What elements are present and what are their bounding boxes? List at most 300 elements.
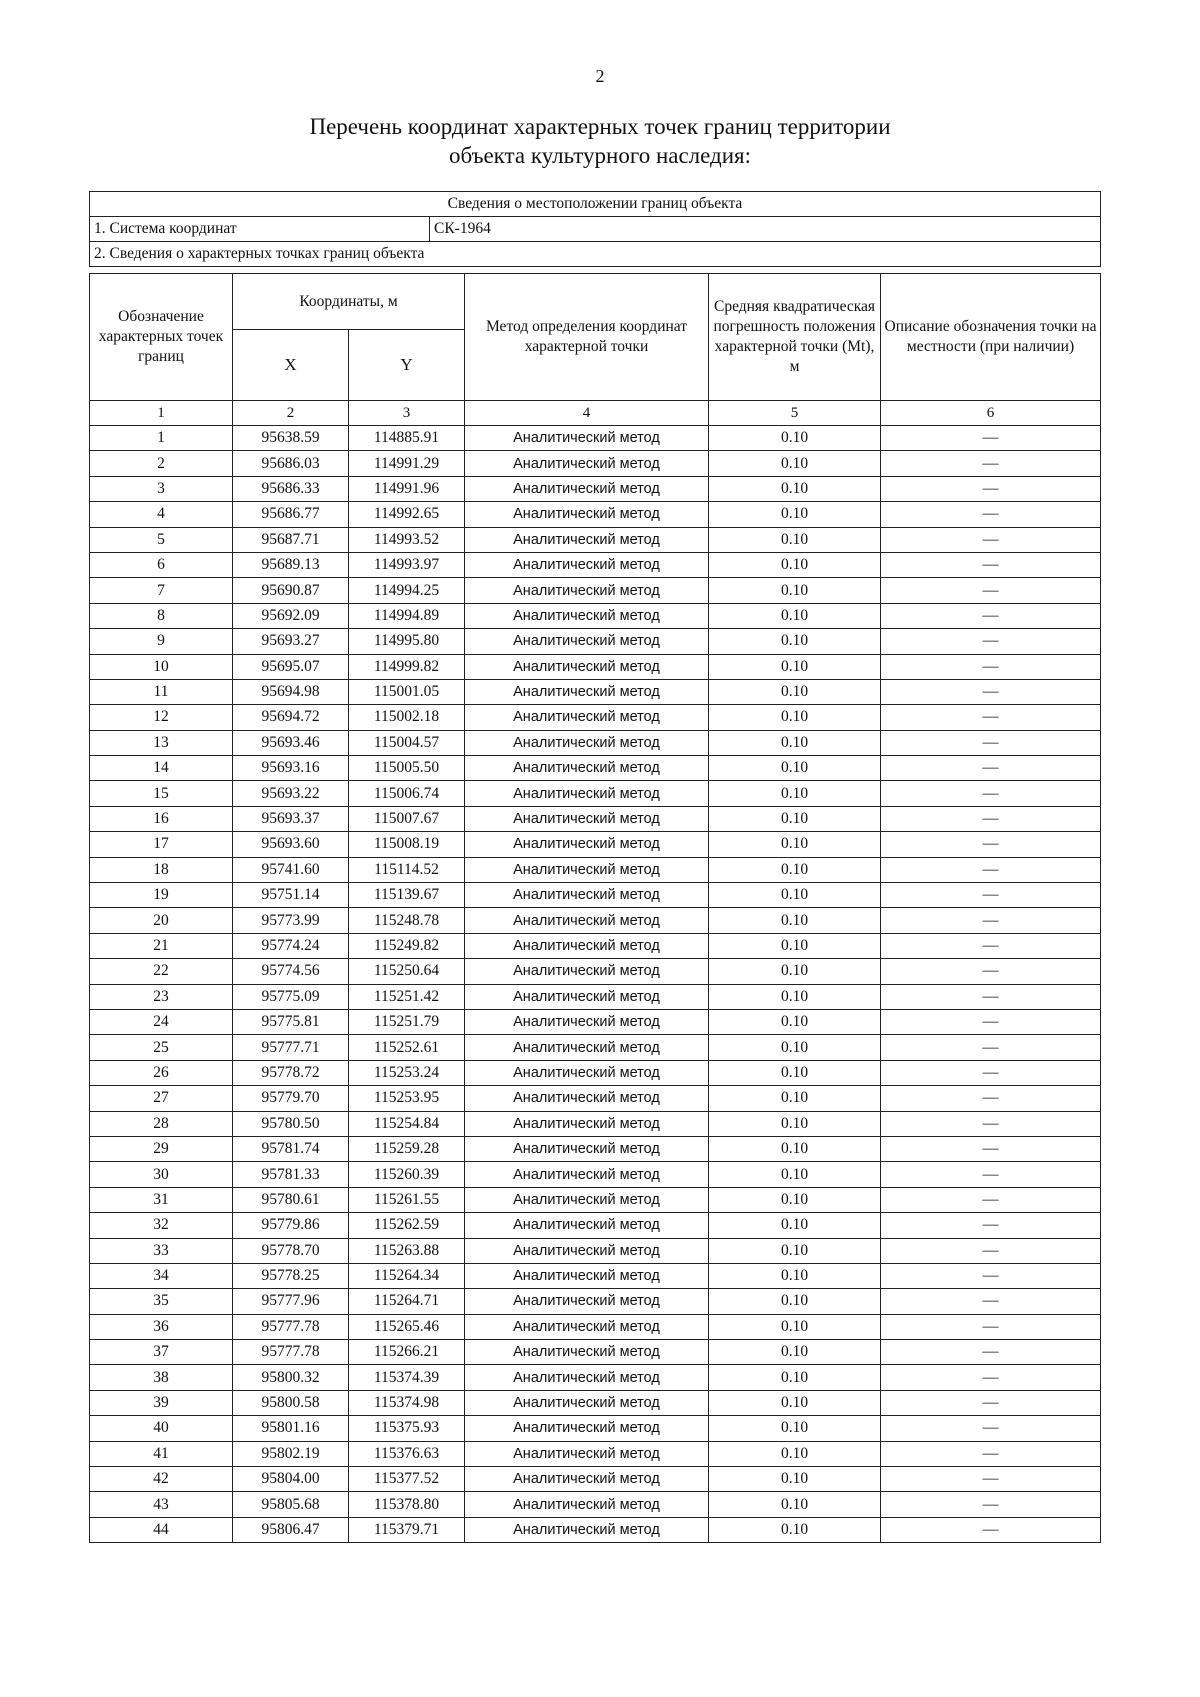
point-number: 2 [90,451,233,476]
description-dash: — [881,1086,1101,1111]
coord-x: 95778.72 [233,1060,349,1085]
table-row [90,1060,1101,1085]
coord-y: 114993.97 [349,552,465,577]
coord-y: 115262.59 [349,1213,465,1238]
error-value: 0.10 [709,1416,881,1441]
coord-y: 115114.52 [349,857,465,882]
coord-x: 95800.58 [233,1390,349,1415]
table-row [90,883,1101,908]
document-title [0,112,1200,170]
point-number: 31 [90,1187,233,1212]
coord-x: 95689.13 [233,552,349,577]
point-number: 20 [90,908,233,933]
section-header: Сведения о местоположении границ объекта [90,192,1101,217]
coord-y: 115251.79 [349,1009,465,1034]
error-value: 0.10 [709,527,881,552]
coord-y: 114991.29 [349,451,465,476]
coord-x: 95775.81 [233,1009,349,1034]
coord-x: 95690.87 [233,578,349,603]
table-row [90,1035,1101,1060]
point-number: 42 [90,1467,233,1492]
coord-system-label: 1. Система координат [90,217,430,242]
coord-x: 95779.86 [233,1213,349,1238]
error-value: 0.10 [709,730,881,755]
col-number: 1 [90,401,233,426]
description-dash: — [881,857,1101,882]
error-value: 0.10 [709,476,881,501]
error-value: 0.10 [709,857,881,882]
description-dash: — [881,654,1101,679]
coord-x: 95775.09 [233,984,349,1009]
method: Аналитический метод [465,476,709,501]
table-row [90,1416,1101,1441]
coord-y: 115374.39 [349,1365,465,1390]
table-row [90,679,1101,704]
point-number: 18 [90,857,233,882]
point-number: 44 [90,1517,233,1542]
description-dash: — [881,1340,1101,1365]
description-dash: — [881,883,1101,908]
point-number: 32 [90,1213,233,1238]
col-header-x: X [233,330,349,401]
error-value: 0.10 [709,806,881,831]
method: Аналитический метод [465,552,709,577]
method: Аналитический метод [465,857,709,882]
method: Аналитический метод [465,1136,709,1161]
coord-y: 115251.42 [349,984,465,1009]
coord-x: 95780.61 [233,1187,349,1212]
table-row [90,730,1101,755]
coord-y: 114992.65 [349,502,465,527]
method: Аналитический метод [465,730,709,755]
method: Аналитический метод [465,933,709,958]
description-dash: — [881,552,1101,577]
error-value: 0.10 [709,654,881,679]
table-row [90,603,1101,628]
table-row [90,1162,1101,1187]
coord-y: 115265.46 [349,1314,465,1339]
coord-x: 95778.25 [233,1263,349,1288]
table-row [90,832,1101,857]
description-dash: — [881,629,1101,654]
table-row [90,552,1101,577]
method: Аналитический метод [465,756,709,781]
point-number: 30 [90,1162,233,1187]
point-number: 37 [90,1340,233,1365]
table-row [90,1365,1101,1390]
description-dash: — [881,1263,1101,1288]
description-dash: — [881,705,1101,730]
point-number: 43 [90,1492,233,1517]
description-dash: — [881,1136,1101,1161]
description-dash: — [881,476,1101,501]
coord-x: 95693.46 [233,730,349,755]
col-number: 4 [465,401,709,426]
coord-y: 115006.74 [349,781,465,806]
col-header-description: Описание обозначения точки на местности (при наличии) [881,274,1101,401]
error-value: 0.10 [709,1441,881,1466]
coord-x: 95777.71 [233,1035,349,1060]
method: Аналитический метод [465,1263,709,1288]
coord-x: 95777.96 [233,1289,349,1314]
method: Аналитический метод [465,832,709,857]
table-row [90,1136,1101,1161]
method: Аналитический метод [465,629,709,654]
coord-y: 115007.67 [349,806,465,831]
error-value: 0.10 [709,1314,881,1339]
coord-x: 95773.99 [233,908,349,933]
method: Аналитический метод [465,1289,709,1314]
coord-y: 115377.52 [349,1467,465,1492]
description-dash: — [881,1416,1101,1441]
coord-x: 95686.77 [233,502,349,527]
method: Аналитический метод [465,705,709,730]
coord-x: 95806.47 [233,1517,349,1542]
location-info-table [89,191,1101,267]
error-value: 0.10 [709,1263,881,1288]
point-number: 26 [90,1060,233,1085]
coord-x: 95778.70 [233,1238,349,1263]
description-dash: — [881,832,1101,857]
table-row [90,502,1101,527]
coord-y: 115248.78 [349,908,465,933]
coord-x: 95800.32 [233,1365,349,1390]
table-row [90,1086,1101,1111]
method: Аналитический метод [465,781,709,806]
coord-y: 114993.52 [349,527,465,552]
method: Аналитический метод [465,1035,709,1060]
coord-x: 95774.56 [233,959,349,984]
description-dash: — [881,426,1101,451]
coord-y: 115266.21 [349,1340,465,1365]
description-dash: — [881,1467,1101,1492]
coord-y: 115250.64 [349,959,465,984]
error-value: 0.10 [709,959,881,984]
col-number: 3 [349,401,465,426]
method: Аналитический метод [465,883,709,908]
table-row [90,451,1101,476]
error-value: 0.10 [709,1517,881,1542]
description-dash: — [881,1441,1101,1466]
description-dash: — [881,1035,1101,1060]
error-value: 0.10 [709,1111,881,1136]
point-number: 19 [90,883,233,908]
description-dash: — [881,933,1101,958]
coord-x: 95693.22 [233,781,349,806]
point-number: 33 [90,1238,233,1263]
method: Аналитический метод [465,502,709,527]
coord-x: 95694.72 [233,705,349,730]
point-number: 15 [90,781,233,806]
point-number: 27 [90,1086,233,1111]
description-dash: — [881,1492,1101,1517]
description-dash: — [881,1111,1101,1136]
table-row [90,1238,1101,1263]
table-row [90,1390,1101,1415]
table-row [90,1009,1101,1034]
col-number: 2 [233,401,349,426]
method: Аналитический метод [465,426,709,451]
points-section-label: 2. Сведения о характерных точках границ объекта [90,242,1101,267]
error-value: 0.10 [709,832,881,857]
coord-x: 95805.68 [233,1492,349,1517]
col-header-method: Метод определения координат характерной точки [465,274,709,401]
error-value: 0.10 [709,908,881,933]
point-number: 39 [90,1390,233,1415]
error-value: 0.10 [709,1340,881,1365]
coord-x: 95777.78 [233,1340,349,1365]
point-number: 35 [90,1289,233,1314]
point-number: 28 [90,1111,233,1136]
coord-y: 115002.18 [349,705,465,730]
document-title-line-2: объекта культурного наследия: [448,143,752,168]
point-number: 9 [90,629,233,654]
description-dash: — [881,1213,1101,1238]
col-header-error: Средняя квадратическая погрешность положения характерной точки (Mt), м [709,274,881,401]
table-row [90,1213,1101,1238]
table-row [90,476,1101,501]
table-row [90,857,1101,882]
description-dash: — [881,502,1101,527]
table-row [90,1517,1101,1542]
error-value: 0.10 [709,1162,881,1187]
coord-y: 114885.91 [349,426,465,451]
error-value: 0.10 [709,1238,881,1263]
method: Аналитический метод [465,1238,709,1263]
table-body [90,426,1101,1543]
error-value: 0.10 [709,1467,881,1492]
error-value: 0.10 [709,502,881,527]
method: Аналитический метод [465,806,709,831]
document-title-line-1: Перечень координат характерных точек границ территории [309,114,891,139]
coord-x: 95751.14 [233,883,349,908]
method: Аналитический метод [465,1340,709,1365]
coord-x: 95804.00 [233,1467,349,1492]
error-value: 0.10 [709,1390,881,1415]
point-number: 36 [90,1314,233,1339]
table-row [90,984,1101,1009]
table-row [90,781,1101,806]
error-value: 0.10 [709,578,881,603]
table-row [90,1441,1101,1466]
error-value: 0.10 [709,1035,881,1060]
coord-y: 115263.88 [349,1238,465,1263]
method: Аналитический метод [465,578,709,603]
method: Аналитический метод [465,451,709,476]
coord-y: 114991.96 [349,476,465,501]
method: Аналитический метод [465,1086,709,1111]
table-row [90,1314,1101,1339]
description-dash: — [881,679,1101,704]
point-number: 12 [90,705,233,730]
table-row [90,1187,1101,1212]
description-dash: — [881,578,1101,603]
error-value: 0.10 [709,1492,881,1517]
point-number: 34 [90,1263,233,1288]
coord-x: 95638.59 [233,426,349,451]
method: Аналитический метод [465,1162,709,1187]
coord-x: 95687.71 [233,527,349,552]
error-value: 0.10 [709,1289,881,1314]
point-number: 29 [90,1136,233,1161]
coord-x: 95741.60 [233,857,349,882]
description-dash: — [881,1060,1101,1085]
error-value: 0.10 [709,1213,881,1238]
coord-y: 115004.57 [349,730,465,755]
coord-y: 114999.82 [349,654,465,679]
coord-x: 95693.37 [233,806,349,831]
table-row [90,527,1101,552]
coord-y: 115264.34 [349,1263,465,1288]
coord-x: 95686.33 [233,476,349,501]
description-dash: — [881,781,1101,806]
table-row [90,933,1101,958]
point-number: 13 [90,730,233,755]
point-number: 23 [90,984,233,1009]
description-dash: — [881,1365,1101,1390]
description-dash: — [881,959,1101,984]
point-number: 40 [90,1416,233,1441]
method: Аналитический метод [465,654,709,679]
method: Аналитический метод [465,1060,709,1085]
description-dash: — [881,451,1101,476]
description-dash: — [881,730,1101,755]
method: Аналитический метод [465,1009,709,1034]
coord-y: 115254.84 [349,1111,465,1136]
point-number: 14 [90,756,233,781]
method: Аналитический метод [465,959,709,984]
point-number: 6 [90,552,233,577]
method: Аналитический метод [465,527,709,552]
coord-x: 95779.70 [233,1086,349,1111]
table-row [90,1492,1101,1517]
method: Аналитический метод [465,1416,709,1441]
method: Аналитический метод [465,1365,709,1390]
coord-y: 115376.63 [349,1441,465,1466]
error-value: 0.10 [709,426,881,451]
col-header-designation: Обозначение характерных точек границ [90,274,233,401]
coord-x: 95777.78 [233,1314,349,1339]
coord-y: 115253.95 [349,1086,465,1111]
description-dash: — [881,603,1101,628]
point-number: 5 [90,527,233,552]
method: Аналитический метод [465,1111,709,1136]
description-dash: — [881,984,1101,1009]
col-number: 5 [709,401,881,426]
col-header-y: Y [349,330,465,401]
error-value: 0.10 [709,1187,881,1212]
error-value: 0.10 [709,603,881,628]
point-number: 8 [90,603,233,628]
description-dash: — [881,1390,1101,1415]
coord-y: 115264.71 [349,1289,465,1314]
error-value: 0.10 [709,1136,881,1161]
table-row [90,1111,1101,1136]
point-number: 10 [90,654,233,679]
table-row [90,578,1101,603]
coord-y: 115249.82 [349,933,465,958]
coord-y: 115005.50 [349,756,465,781]
error-value: 0.10 [709,756,881,781]
method: Аналитический метод [465,1517,709,1542]
coord-y: 115378.80 [349,1492,465,1517]
point-number: 41 [90,1441,233,1466]
coord-x: 95694.98 [233,679,349,704]
point-number: 25 [90,1035,233,1060]
coord-y: 114994.89 [349,603,465,628]
description-dash: — [881,1009,1101,1034]
coord-y: 115261.55 [349,1187,465,1212]
table-row [90,654,1101,679]
coord-y: 115375.93 [349,1416,465,1441]
description-dash: — [881,1162,1101,1187]
error-value: 0.10 [709,629,881,654]
coord-y: 115379.71 [349,1517,465,1542]
description-dash: — [881,1314,1101,1339]
description-dash: — [881,1238,1101,1263]
coord-y: 115259.28 [349,1136,465,1161]
coord-x: 95692.09 [233,603,349,628]
description-dash: — [881,1517,1101,1542]
coord-x: 95686.03 [233,451,349,476]
coord-y: 115139.67 [349,883,465,908]
point-number: 7 [90,578,233,603]
table-row [90,426,1101,451]
error-value: 0.10 [709,679,881,704]
error-value: 0.10 [709,1009,881,1034]
error-value: 0.10 [709,984,881,1009]
coord-y: 114995.80 [349,629,465,654]
table-row [90,756,1101,781]
method: Аналитический метод [465,908,709,933]
error-value: 0.10 [709,451,881,476]
method: Аналитический метод [465,984,709,1009]
error-value: 0.10 [709,552,881,577]
description-dash: — [881,1289,1101,1314]
description-dash: — [881,806,1101,831]
table-row [90,908,1101,933]
method: Аналитический метод [465,1441,709,1466]
table-row [90,806,1101,831]
error-value: 0.10 [709,705,881,730]
coord-x: 95801.16 [233,1416,349,1441]
table-row [90,1340,1101,1365]
error-value: 0.10 [709,883,881,908]
coord-x: 95693.27 [233,629,349,654]
coord-system-value: СК-1964 [430,217,1101,242]
point-number: 3 [90,476,233,501]
method: Аналитический метод [465,1390,709,1415]
table-row [90,705,1101,730]
table-row [90,1467,1101,1492]
coord-y: 115001.05 [349,679,465,704]
point-number: 16 [90,806,233,831]
col-number: 6 [881,401,1101,426]
coord-x: 95802.19 [233,1441,349,1466]
point-number: 1 [90,426,233,451]
method: Аналитический метод [465,679,709,704]
method: Аналитический метод [465,1187,709,1212]
method: Аналитический метод [465,1213,709,1238]
point-number: 11 [90,679,233,704]
coord-y: 115008.19 [349,832,465,857]
table-row [90,1289,1101,1314]
boundary-points-table [89,273,1101,1543]
page-number: 2 [595,66,605,86]
point-number: 38 [90,1365,233,1390]
coord-x: 95774.24 [233,933,349,958]
coord-y: 115374.98 [349,1390,465,1415]
